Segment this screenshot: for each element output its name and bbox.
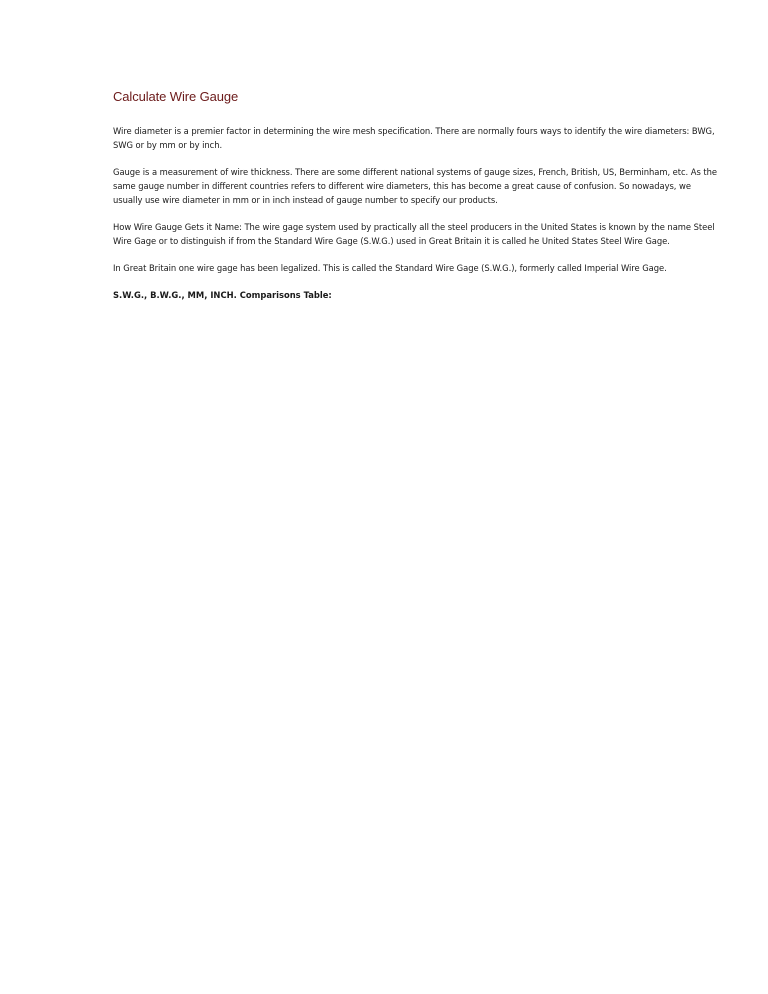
- table-heading: S.W.G., B.W.G., MM, INCH. Comparisons Table:: [113, 290, 332, 300]
- paragraph-great-britain: In Great Britain one wire gage has been legalized. This is called the Standard Wire Gage (S.W.G.), formerly called Imperial Wire Gage.: [113, 263, 667, 273]
- paragraph-gauge-definition: Gauge is a measurement of wire thickness. There are some different national systems of gauge sizes, French, British, US, Berminham, etc. As the same gauge number in different countries refers to different wire diameters, this has become a great cause of confusion. So nowadays, we usually use wire diameter in mm or in inch instead of gauge number to specify our products.: [113, 167, 717, 205]
- paragraph-intro: Wire diameter is a premier factor in determining the wire mesh specification. There are normally fours ways to identify the wire diameters: BWG, SWG or by mm or by inch.: [113, 126, 715, 150]
- document-page: [113, 88, 718, 302]
- page-title: Calculate Wire Gauge: [113, 89, 239, 104]
- paragraph-gauge-name: How Wire Gauge Gets it Name: The wire gage system used by practically all the steel producers in the United States is known by the name Steel Wire Gage or to distinguish if from the Standard Wire Gage (S.W.G.) used in Great Britain it is called he United States Steel Wire Gage.: [113, 222, 715, 246]
